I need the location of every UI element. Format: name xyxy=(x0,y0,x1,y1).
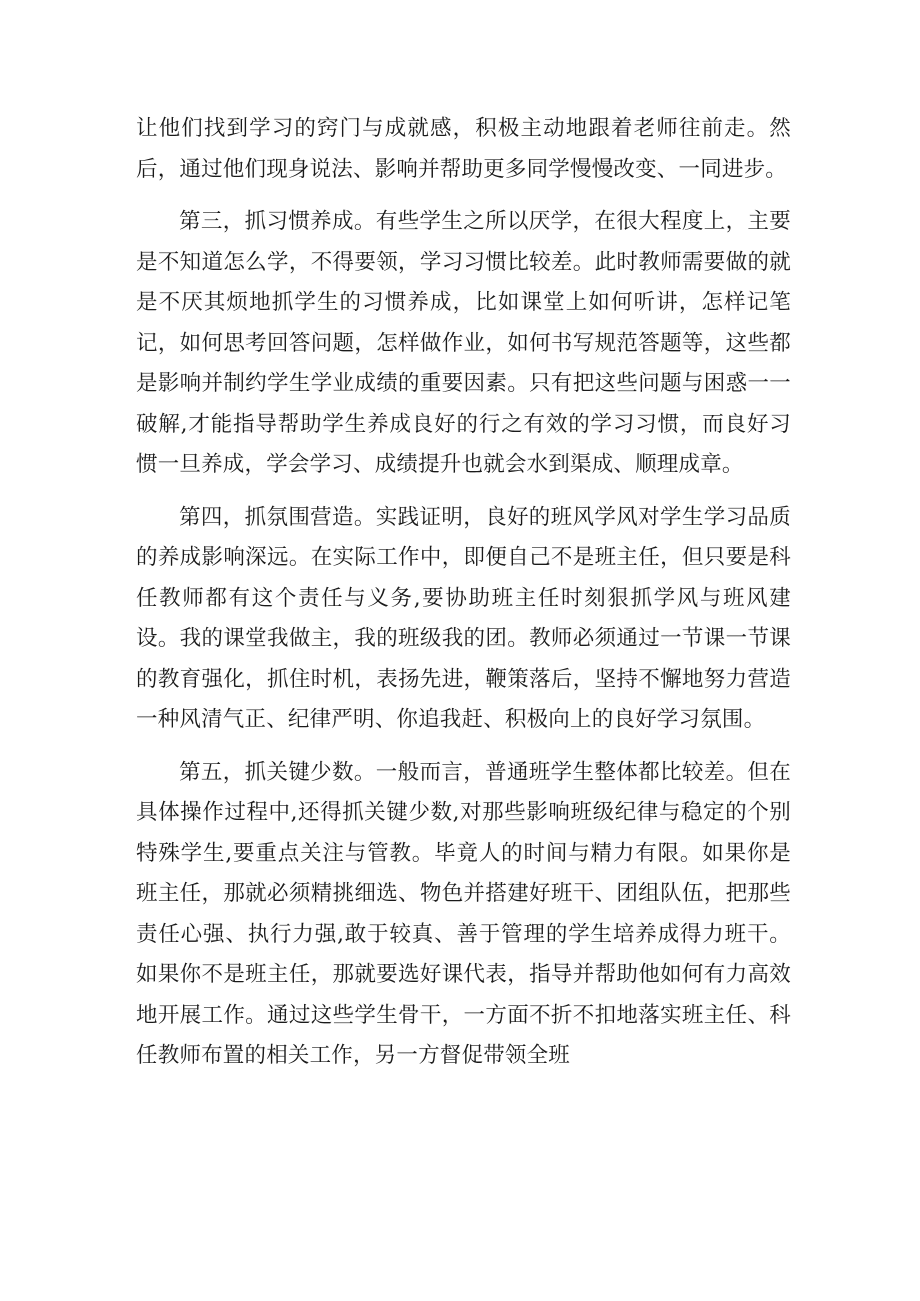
body-text xyxy=(136,109,791,1089)
paragraph-key-minority: 第五，抓关键少数。一般而言，普通班学生整体都比较差。但在具体操作过程中,还得抓关键少数,对那些影响班级纪律与稳定的个别特殊学生,要重点关注与管教。毕竟人的时间与精力有限。如果你是班主任，那就必须精挑细选、物色并搭建好班干、团组队伍，把那些责任心强、执行力强,敢于较真、善于管理的学生培养成得力班干。如果你不是班主任，那就要选好课代表，指导并帮助他如何有力高效地开展工作。通过这些学生骨干，一方面不折不扣地落实班主任、科任教师布置的相关工作，另一方督促带领全班 xyxy=(136,759,791,1068)
paragraph-habit-formation: 第三，抓习惯养成。有些学生之所以厌学，在很大程度上，主要是不知道怎么学，不得要领，学习习惯比较差。此时教师需要做的就是不厌其烦地抓学生的习惯养成，比如课堂上如何听讲，怎样记笔记，如何思考回答问题，怎样做作业，如何书写规范答题等，这些都是影响并制约学生学业成绩的重要因素。只有把这些问题与困惑一一破解,才能指导帮助学生养成良好的行之有效的学习习惯，而良好习惯一旦养成，学会学习、成绩提升也就会水到渠成、顺理成章。 xyxy=(136,209,791,477)
paragraph-atmosphere: 第四，抓氛围营造。实践证明，良好的班风学风对学生学习品质的养成影响深远。在实际工作中，即便自己不是班主任，但只要是科任教师都有这个责任与义务,要协助班主任时刻狠抓学风与班风建设。我的课堂我做主，我的班级我的团。教师必须通过一节课一节课的教育强化，抓住时机，表扬先进，鞭策落后，坚持不懈地努力营造一种风清气正、纪律严明、你追我赶、积极向上的良好学习氛围。 xyxy=(136,504,791,732)
paragraph-continuation: 让他们找到学习的窍门与成就感，积极主动地跟着老师往前走。然后，通过他们现身说法、影响并帮助更多同学慢慢改变、一同进步。 xyxy=(136,116,791,182)
